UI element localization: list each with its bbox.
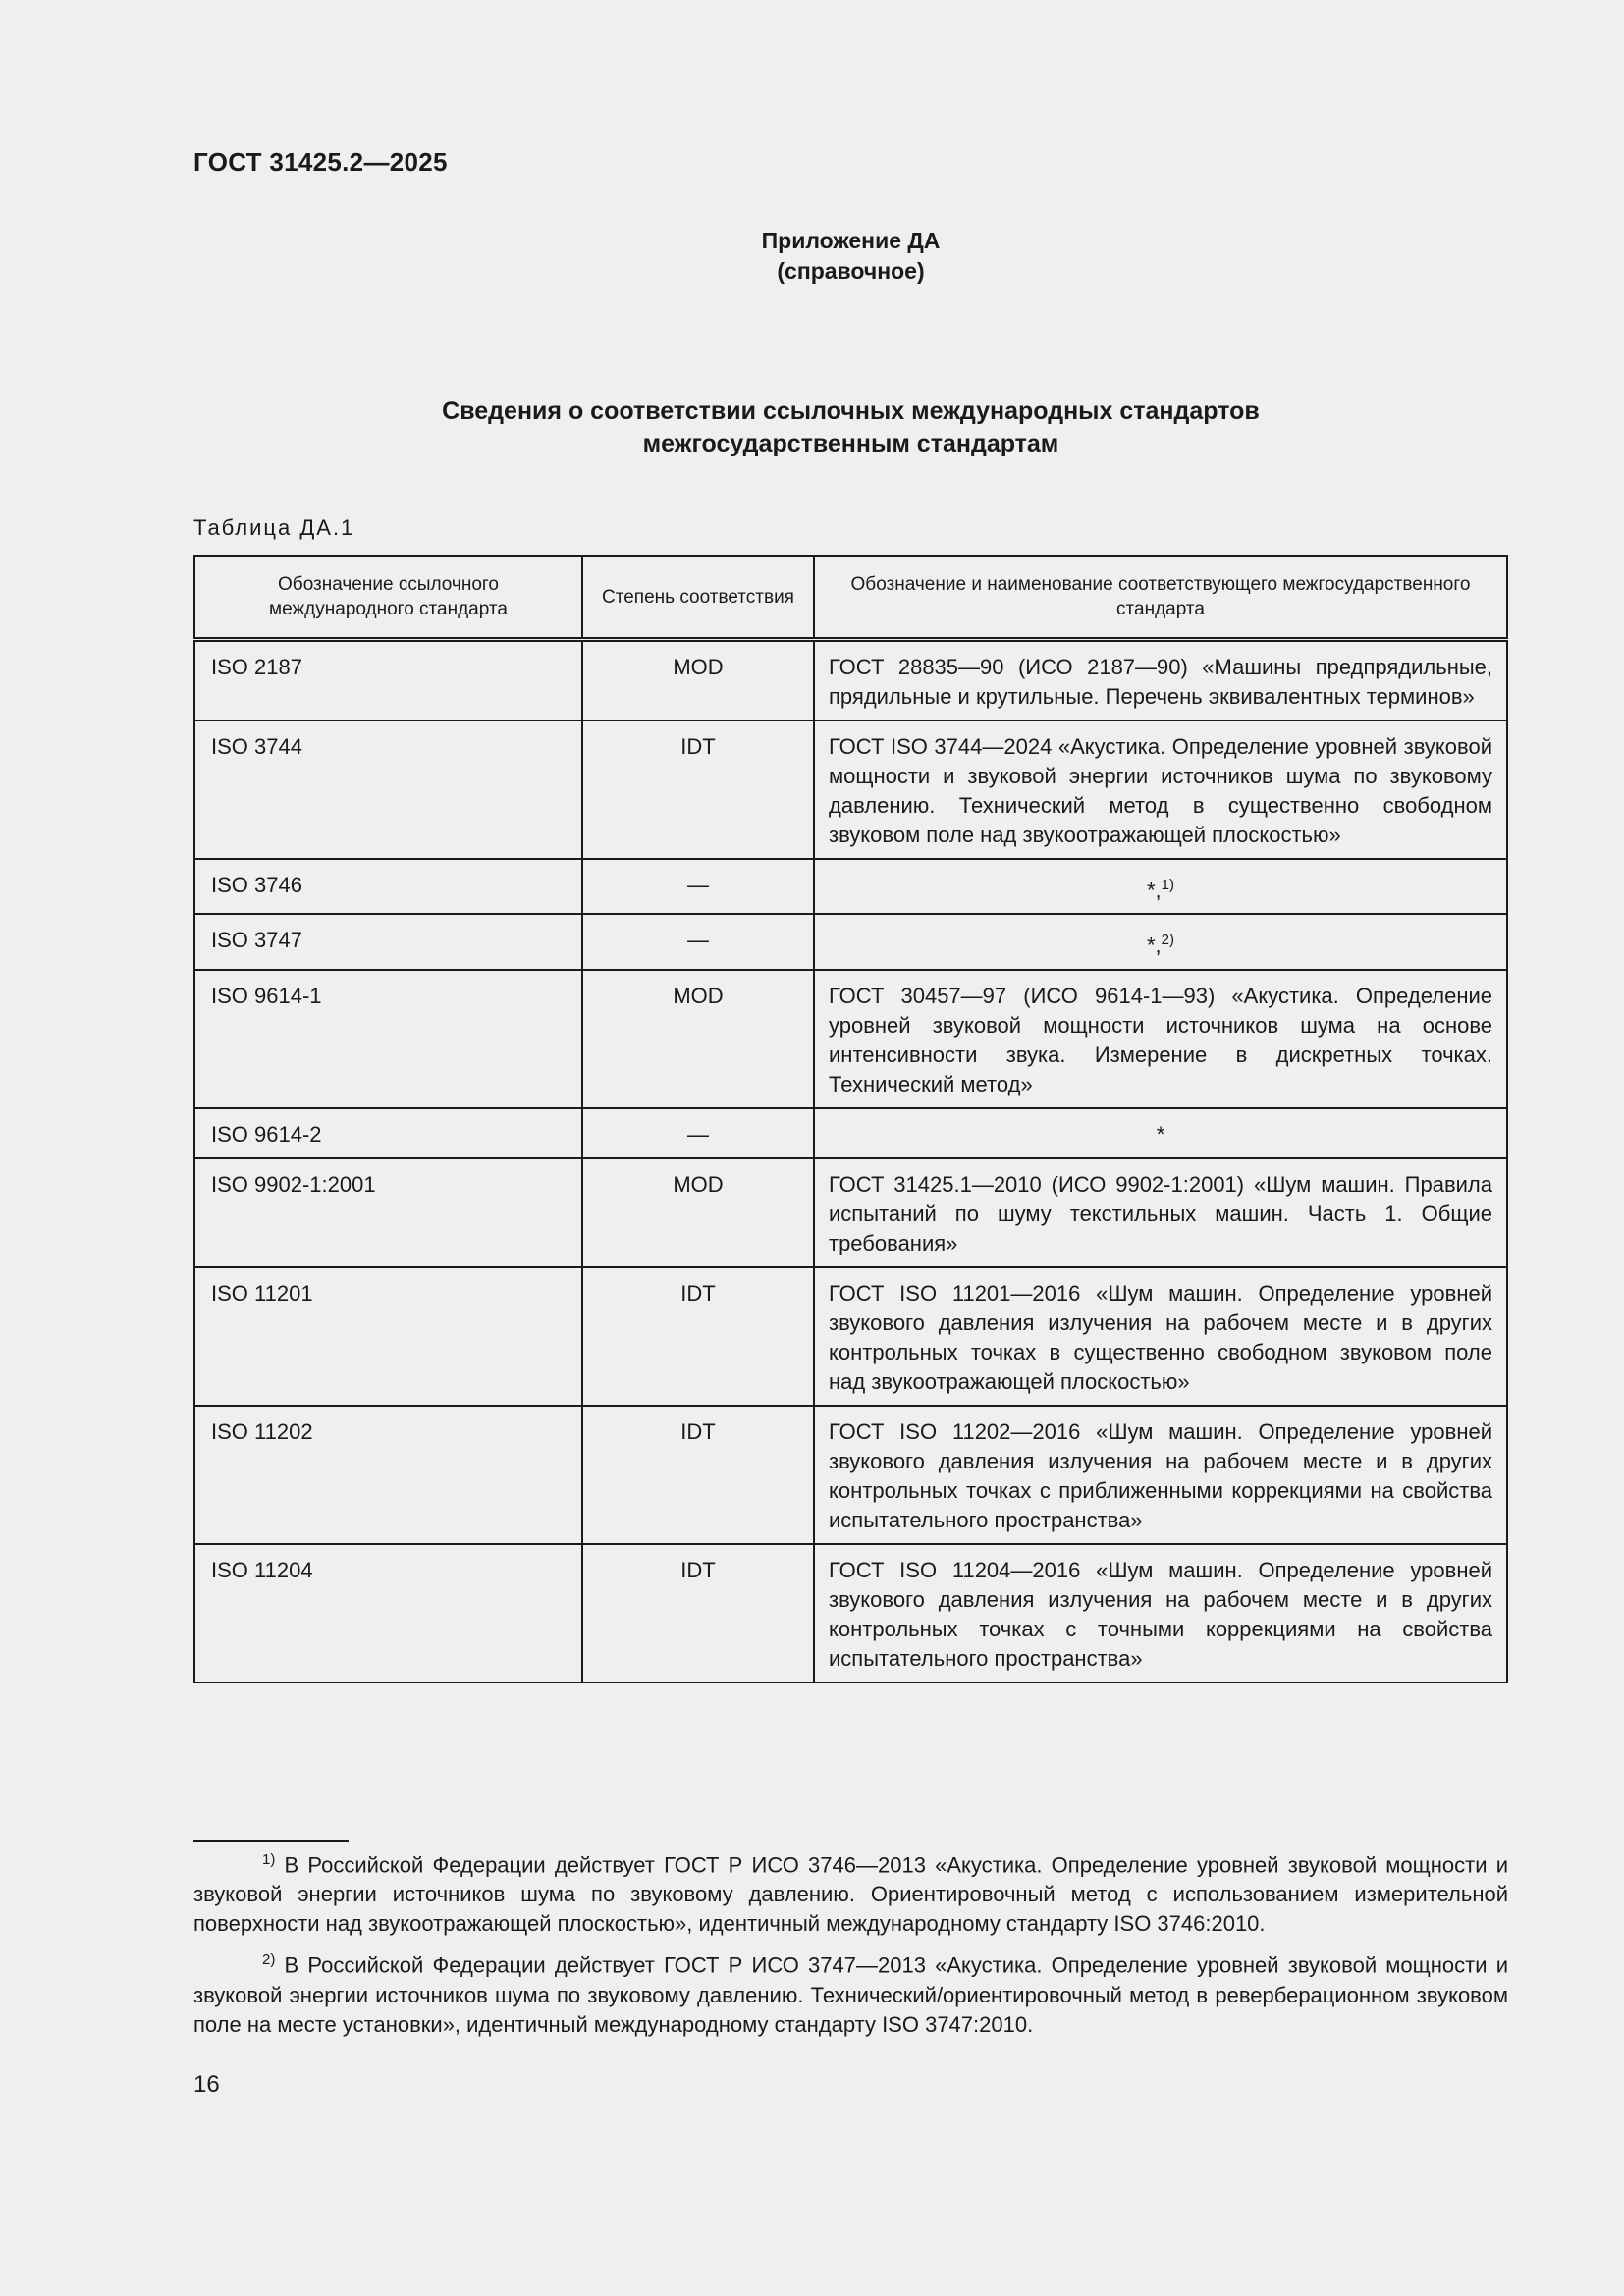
appendix-heading bbox=[0, 226, 1624, 287]
cell-name: ГОСТ ISO 3744—2024 «Акустика. Определение уровней звуковой мощности и звуковой энергии источников шума по звуковому давлению. Технический метод в существенно свободном звуковом поле над звукоотражающей плоскостью» bbox=[814, 721, 1507, 859]
cell-degree: MOD bbox=[582, 1158, 814, 1267]
footnote-text: В Российской Федерации действует ГОСТ Р ИСО 3746—2013 «Акустика. Определение уровней звуковой мощности и звуковой энергии источников шума по звуковому давлению. Ориентировочный метод с использованием измерительной поверхности над звукоотражающей плоскостью», идентичный международному стандарту ISO 3746:2010. bbox=[193, 1852, 1508, 1937]
table-row bbox=[194, 970, 1507, 1108]
cell-degree: — bbox=[582, 859, 814, 914]
footnote-text: В Российской Федерации действует ГОСТ Р ИСО 3747—2013 «Акустика. Определение уровней звуковой мощности и звуковой энергии источников шума по звуковому давлению. Технический/ориентировочный метод в реверберационном звуковом поле на месте установки», идентичный международному стандарту ISO 3747:2010. bbox=[193, 1952, 1508, 2037]
footnote-mark: 1) bbox=[262, 1851, 276, 1868]
cell-standard: ISO 3747 bbox=[194, 914, 582, 969]
document-code: ГОСТ 31425.2—2025 bbox=[193, 147, 448, 177]
cell-name: ГОСТ 28835—90 (ИСО 2187—90) «Машины предпрядильные, прядильные и крутильные. Перечень эквивалентных терминов» bbox=[814, 640, 1507, 721]
cell-name-text: *, bbox=[1146, 878, 1162, 903]
table-caption: Таблица ДА.1 bbox=[193, 515, 355, 540]
header-interstate-standard: Обозначение и наименование соответствующего межгосударственного стандарта bbox=[814, 556, 1507, 640]
cell-standard: ISO 3744 bbox=[194, 721, 582, 859]
section-title bbox=[0, 396, 1624, 460]
table-row bbox=[194, 721, 1507, 859]
cell-name: ГОСТ ISO 11201—2016 «Шум машин. Определение уровней звукового давления излучения на рабочем месте и в других контрольных точках в существенно свободном звуковом поле над звукоотражающей плоскостью» bbox=[814, 1267, 1507, 1406]
cell-standard: ISO 11202 bbox=[194, 1406, 582, 1544]
cell-degree: IDT bbox=[582, 1544, 814, 1682]
footnote-mark: 2) bbox=[262, 1951, 276, 1969]
cell-standard: ISO 9614-2 bbox=[194, 1108, 582, 1158]
section-title-line-1: Сведения о соответствии ссылочных международных стандартов bbox=[442, 398, 1260, 425]
appendix-title: Приложение ДА bbox=[761, 228, 941, 253]
cell-standard: ISO 3746 bbox=[194, 859, 582, 914]
page-number: 16 bbox=[193, 2071, 220, 2098]
cell-degree: IDT bbox=[582, 721, 814, 859]
table-row bbox=[194, 859, 1507, 914]
cell-name: * bbox=[814, 1108, 1507, 1158]
cell-degree: — bbox=[582, 1108, 814, 1158]
table-row bbox=[194, 1544, 1507, 1682]
cell-name: ГОСТ ISO 11202—2016 «Шум машин. Определение уровней звукового давления излучения на рабочем месте и в других контрольных точках с приближенными коррекциями на свойства испытательного пространства» bbox=[814, 1406, 1507, 1544]
cell-degree: IDT bbox=[582, 1267, 814, 1406]
footnote-1 bbox=[193, 1845, 1508, 1939]
appendix-kind: (справочное) bbox=[777, 258, 925, 284]
cell-standard: ISO 9614-1 bbox=[194, 970, 582, 1108]
cell-standard: ISO 9902-1:2001 bbox=[194, 1158, 582, 1267]
cell-name bbox=[814, 914, 1507, 969]
cell-degree: MOD bbox=[582, 640, 814, 721]
correspondence-table bbox=[193, 555, 1508, 1683]
table-row bbox=[194, 1108, 1507, 1158]
footnotes bbox=[193, 1845, 1508, 2047]
header-degree: Степень соответствия bbox=[582, 556, 814, 640]
footnote-2 bbox=[193, 1946, 1508, 2039]
cell-standard: ISO 2187 bbox=[194, 640, 582, 721]
table-row bbox=[194, 640, 1507, 721]
header-international-standard: Обозначение ссылочного международного стандарта bbox=[194, 556, 582, 640]
cell-degree: IDT bbox=[582, 1406, 814, 1544]
cell-name-text: *, bbox=[1146, 933, 1162, 958]
cell-standard: ISO 11204 bbox=[194, 1544, 582, 1682]
cell-name: ГОСТ ISO 11204—2016 «Шум машин. Определение уровней звукового давления излучения на рабочем месте и в других контрольных точках с точными коррекциями на свойства испытательного пространства» bbox=[814, 1544, 1507, 1682]
table-row bbox=[194, 1267, 1507, 1406]
footnote-ref: 1) bbox=[1161, 877, 1175, 893]
cell-name: ГОСТ 31425.1—2010 (ИСО 9902-1:2001) «Шум машин. Правила испытаний по шуму текстильных машин. Часть 1. Общие требования» bbox=[814, 1158, 1507, 1267]
cell-name bbox=[814, 859, 1507, 914]
cell-name: ГОСТ 30457—97 (ИСО 9614-1—93) «Акустика. Определение уровней звуковой мощности источников шума на основе интенсивности звука. Измерение в дискретных точках. Технический метод» bbox=[814, 970, 1507, 1108]
cell-degree: MOD bbox=[582, 970, 814, 1108]
cell-standard: ISO 11201 bbox=[194, 1267, 582, 1406]
table-header-row bbox=[194, 556, 1507, 640]
footnote-ref: 2) bbox=[1161, 932, 1175, 949]
table-row bbox=[194, 1158, 1507, 1267]
cell-degree: — bbox=[582, 914, 814, 969]
table-row bbox=[194, 914, 1507, 969]
footnote-separator bbox=[193, 1840, 349, 1842]
table-row bbox=[194, 1406, 1507, 1544]
section-title-line-2: межгосударственным стандартам bbox=[642, 430, 1059, 457]
